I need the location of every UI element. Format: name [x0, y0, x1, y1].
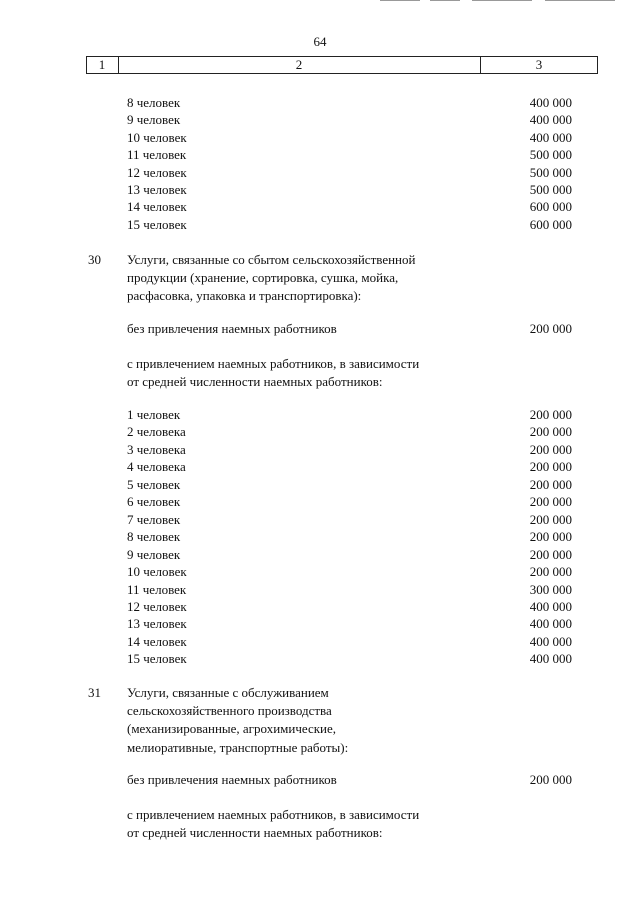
item-title-line: Услуги, связанные с обслуживанием: [127, 685, 329, 700]
scan-mark: [430, 0, 460, 1]
row-label: 2 человека: [127, 424, 186, 439]
row-value: 400 000: [529, 634, 572, 649]
row-label: 12 человек: [127, 165, 187, 180]
row-label: 7 человек: [127, 512, 181, 527]
row-value: 200 000: [529, 459, 572, 474]
item-number: 31: [88, 685, 101, 700]
row-label: 14 человек: [127, 199, 187, 214]
scan-mark: [380, 0, 420, 1]
row-label: 10 человек: [127, 564, 187, 579]
item-number: 30: [88, 252, 101, 267]
item-title-line: мелиоративные, транспортные работы):: [127, 740, 349, 755]
row-label: 15 человек: [127, 651, 187, 666]
row-label: 12 человек: [127, 599, 187, 614]
page-number: 64: [313, 34, 327, 49]
header-col-3: 3: [535, 57, 543, 72]
row-value: 400 000: [529, 616, 572, 631]
header-col-1: 1: [98, 57, 106, 72]
row-value: 400 000: [529, 651, 572, 666]
scan-mark: [545, 0, 615, 1]
item-title-line: продукции (хранение, сортировка, сушка, мойка,: [127, 270, 399, 285]
row-label: 1 человек: [127, 407, 181, 422]
row-label: 8 человек: [127, 529, 181, 544]
header-col-2: 2: [295, 57, 303, 72]
table-header: [86, 56, 598, 74]
item-title-line: расфасовка, упаковка и транспортировка):: [127, 288, 362, 303]
row-value: 200 000: [529, 424, 572, 439]
row-label: 10 человек: [127, 130, 187, 145]
item-title-line: (механизированные, агрохимические,: [127, 721, 337, 736]
row-label: 5 человек: [127, 477, 181, 492]
row-value: 200 000: [529, 477, 572, 492]
row-value: 400 000: [529, 95, 572, 110]
with-hired-line: от средней численности наемных работников:: [127, 374, 383, 389]
row-label: 4 человека: [127, 459, 186, 474]
row-value: 200 000: [529, 442, 572, 457]
row-label: 13 человек: [127, 616, 187, 631]
item-title-line: Услуги, связанные со сбытом сельскохозяйственной: [127, 252, 416, 267]
row-label: 8 человек: [127, 95, 181, 110]
row-label: 6 человек: [127, 494, 181, 509]
row-value: 500 000: [529, 165, 572, 180]
row-value: 600 000: [529, 199, 572, 214]
no-hired-label: без привлечения наемных работников: [127, 772, 337, 787]
row-label: 15 человек: [127, 217, 187, 232]
row-value: 200 000: [529, 564, 572, 579]
scan-mark: [472, 0, 532, 1]
row-label: 11 человек: [127, 582, 187, 597]
no-hired-value: 200 000: [529, 321, 572, 336]
row-value: 400 000: [529, 112, 572, 127]
row-label: 9 человек: [127, 112, 181, 127]
row-value: 300 000: [529, 582, 572, 597]
row-value: 600 000: [529, 217, 572, 232]
row-label: 14 человек: [127, 634, 187, 649]
with-hired-line: с привлечением наемных работников, в зависимости: [127, 356, 420, 371]
with-hired-line: с привлечением наемных работников, в зависимости: [127, 807, 420, 822]
row-value: 200 000: [529, 494, 572, 509]
no-hired-value: 200 000: [529, 772, 572, 787]
row-value: 200 000: [529, 529, 572, 544]
with-hired-line: от средней численности наемных работников:: [127, 825, 383, 840]
row-label: 11 человек: [127, 147, 187, 162]
row-label: 9 человек: [127, 547, 181, 562]
no-hired-label: без привлечения наемных работников: [127, 321, 337, 336]
item-title-line: сельскохозяйственного производства: [127, 703, 332, 718]
row-value: 200 000: [529, 547, 572, 562]
row-value: 200 000: [529, 407, 572, 422]
row-value: 200 000: [529, 512, 572, 527]
row-value: 400 000: [529, 599, 572, 614]
row-value: 500 000: [529, 147, 572, 162]
row-label: 13 человек: [127, 182, 187, 197]
row-value: 500 000: [529, 182, 572, 197]
row-label: 3 человека: [127, 442, 186, 457]
row-value: 400 000: [529, 130, 572, 145]
